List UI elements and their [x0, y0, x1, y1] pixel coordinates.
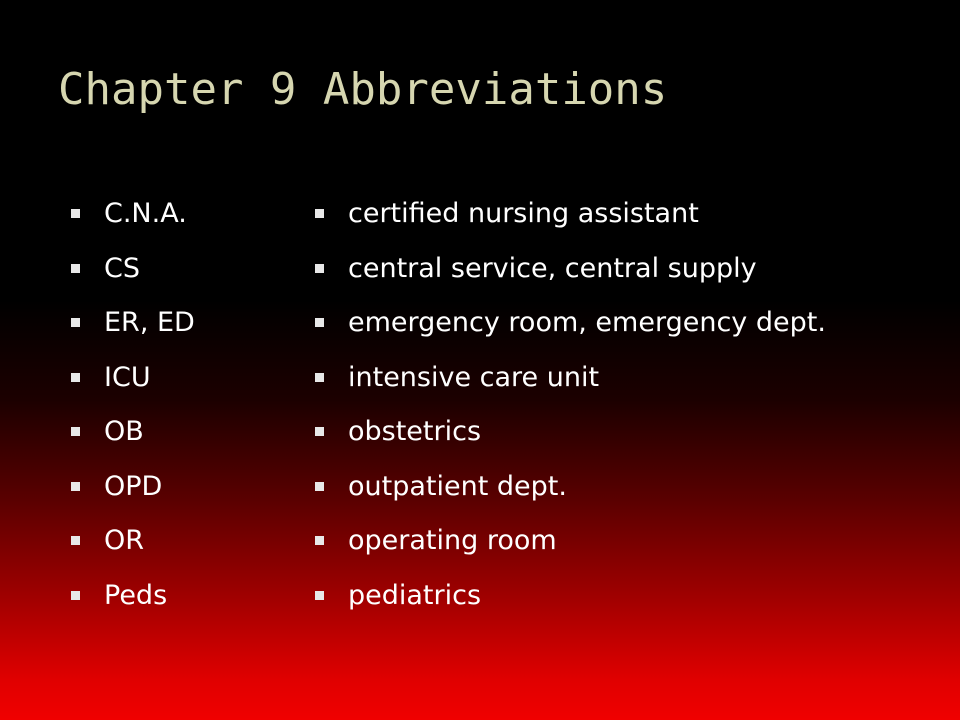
abbreviation-text: C.N.A.: [104, 198, 187, 229]
abbreviation-text: OPD: [104, 470, 163, 502]
square-bullet-icon: [71, 482, 80, 491]
abbreviation-item: [68, 299, 288, 354]
definition-item: [312, 245, 932, 300]
abbreviation-item: [68, 408, 288, 463]
abbreviation-text: ER, ED: [104, 307, 195, 338]
square-bullet-icon: [315, 318, 324, 327]
abbreviation-text: ICU: [104, 361, 151, 393]
square-bullet-icon: [315, 209, 324, 218]
definition-text: operating room: [348, 525, 557, 556]
definition-item: [312, 408, 932, 463]
square-bullet-icon: [315, 482, 324, 491]
square-bullet-icon: [315, 427, 324, 436]
square-bullet-icon: [71, 209, 80, 218]
definition-item: [312, 517, 932, 572]
square-bullet-icon: [315, 373, 324, 382]
square-bullet-icon: [71, 591, 80, 600]
definition-item: [312, 299, 932, 354]
square-bullet-icon: [315, 264, 324, 273]
definition-item: [312, 354, 932, 409]
square-bullet-icon: [71, 318, 80, 327]
slide-title: Chapter 9 Abbreviations: [58, 64, 668, 115]
definition-text: obstetrics: [348, 416, 482, 447]
definition-item: [312, 190, 932, 245]
definition-text: outpatient dept.: [348, 470, 567, 502]
abbreviation-item: [68, 190, 288, 245]
abbreviation-item: [68, 354, 288, 409]
definition-text: emergency room, emergency dept.: [348, 307, 826, 338]
square-bullet-icon: [71, 427, 80, 436]
square-bullet-icon: [315, 536, 324, 545]
abbreviation-text: CS: [104, 252, 140, 284]
abbreviation-text: OB: [104, 416, 144, 447]
abbreviation-text: OR: [104, 525, 145, 556]
definition-text: certified nursing assistant: [348, 198, 699, 229]
definition-item: [312, 463, 932, 518]
abbreviation-list: [68, 190, 288, 626]
definition-list: [312, 190, 932, 626]
definition-text: intensive care unit: [348, 361, 600, 393]
abbreviation-item: [68, 572, 288, 627]
square-bullet-icon: [71, 536, 80, 545]
definition-text: central service, central supply: [348, 252, 757, 284]
definition-item: [312, 572, 932, 627]
definition-text: pediatrics: [348, 579, 482, 611]
abbreviation-item: [68, 245, 288, 300]
square-bullet-icon: [71, 264, 80, 273]
square-bullet-icon: [315, 591, 324, 600]
square-bullet-icon: [71, 373, 80, 382]
abbreviation-text: Peds: [104, 579, 168, 611]
abbreviation-item: [68, 463, 288, 518]
abbreviation-item: [68, 517, 288, 572]
